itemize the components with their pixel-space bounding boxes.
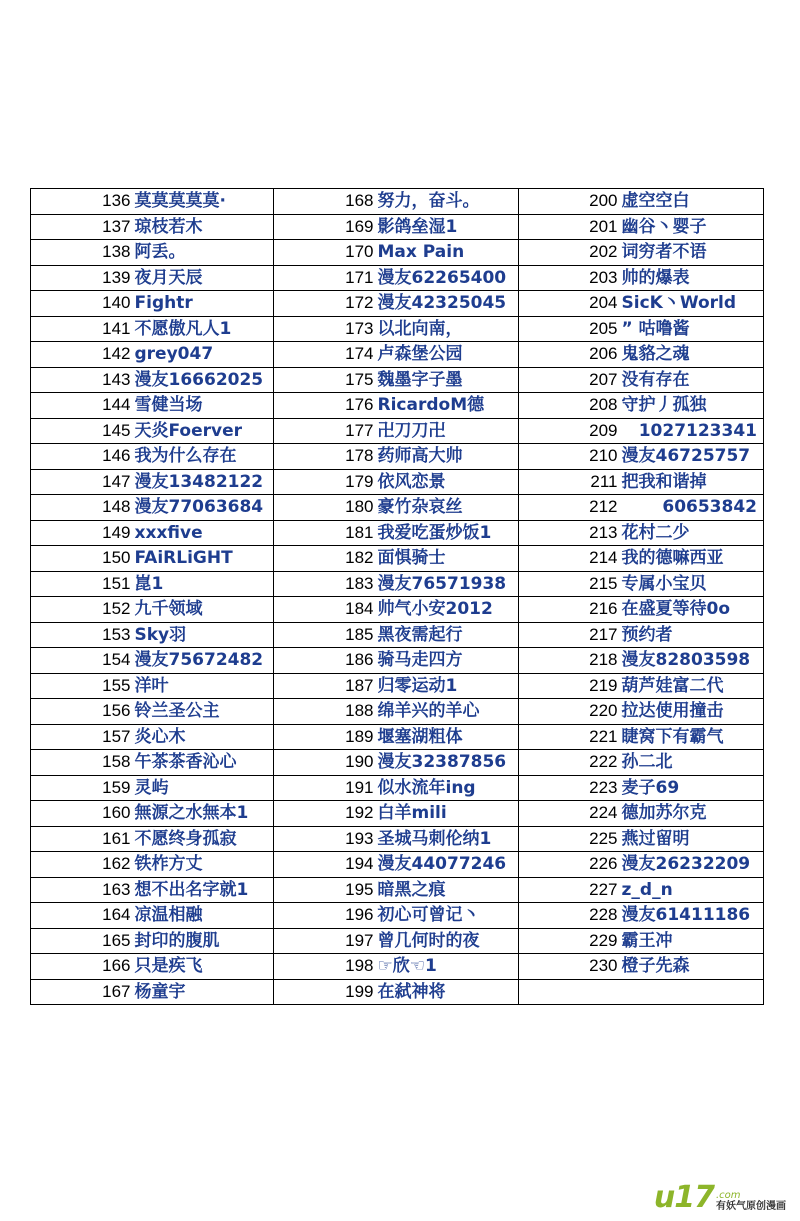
entry-number: 220 — [519, 699, 621, 725]
entry-name: 漫友13482122 — [134, 469, 274, 495]
table-row — [31, 265, 764, 291]
table-row — [31, 699, 764, 725]
entry-number: 137 — [31, 214, 134, 240]
entry-number: 172 — [274, 291, 377, 317]
logo-slogan: 有妖气原创漫画 — [716, 1201, 786, 1212]
entry-number: 212 — [519, 495, 621, 521]
entry-name: SicK丶World — [621, 291, 764, 317]
entry-number: 176 — [274, 393, 377, 419]
table-row — [31, 444, 764, 470]
entry-name: 漫友82803598 — [621, 648, 764, 674]
entry-name: 不愿傲凡人1 — [134, 316, 274, 342]
entry-name: 燕过留明 — [621, 826, 764, 852]
entry-number: 199 — [274, 979, 377, 1005]
entry-number: 159 — [31, 775, 134, 801]
entry-number: 225 — [519, 826, 621, 852]
entry-name: Sky羽 — [134, 622, 274, 648]
entry-name: 我的德嘛西亚 — [621, 546, 764, 572]
entry-name: 只是疾飞 — [134, 954, 274, 980]
entry-name: 天炎Foerver — [134, 418, 274, 444]
entry-name: 灵屿 — [134, 775, 274, 801]
entry-name: 圣城马刺伦纳1 — [377, 826, 519, 852]
entry-number: 215 — [519, 571, 621, 597]
entry-number: 221 — [519, 724, 621, 750]
entry-number: 193 — [274, 826, 377, 852]
entry-name: 归零运动1 — [377, 673, 519, 699]
entry-name: 炎心木 — [134, 724, 274, 750]
entry-number: 227 — [519, 877, 621, 903]
entry-name: 我为什么存在 — [134, 444, 274, 470]
entry-number: 163 — [31, 877, 134, 903]
logo-mark: u17 — [653, 1180, 714, 1215]
entry-number: 194 — [274, 852, 377, 878]
entry-number: 202 — [519, 240, 621, 266]
entry-number: 170 — [274, 240, 377, 266]
entry-number: 143 — [31, 367, 134, 393]
entry-name: 雪健当场 — [134, 393, 274, 419]
entry-name: 漫友62265400 — [377, 265, 519, 291]
entry-name: 白羊mili — [377, 801, 519, 827]
table-row — [31, 801, 764, 827]
entry-name: 不愿终身孤寂 — [134, 826, 274, 852]
supporter-list-table — [30, 188, 764, 1005]
entry-number: 158 — [31, 750, 134, 776]
entry-number: 208 — [519, 393, 621, 419]
entry-name: 孙二北 — [621, 750, 764, 776]
entry-number: 182 — [274, 546, 377, 572]
entry-name: 封印的腹肌 — [134, 928, 274, 954]
entry-name: 漫友44077246 — [377, 852, 519, 878]
table-row — [31, 546, 764, 572]
table-row — [31, 750, 764, 776]
entry-number: 177 — [274, 418, 377, 444]
entry-name: 莫莫莫莫莫· — [134, 189, 274, 215]
entry-number: 224 — [519, 801, 621, 827]
entry-number: 205 — [519, 316, 621, 342]
entry-name: FAiRLiGHT — [134, 546, 274, 572]
entry-name: 九千领域 — [134, 597, 274, 623]
table-row — [31, 979, 764, 1005]
entry-name: RicardoM德 — [377, 393, 519, 419]
entry-number: 166 — [31, 954, 134, 980]
entry-number: 185 — [274, 622, 377, 648]
entry-number: 217 — [519, 622, 621, 648]
entry-number: 198 — [274, 954, 377, 980]
table-row — [31, 367, 764, 393]
entry-name: 麦子69 — [621, 775, 764, 801]
table-row — [31, 291, 764, 317]
entry-name: 初心可曾记丶 — [377, 903, 519, 929]
entry-name: 洋叶 — [134, 673, 274, 699]
entry-number: 195 — [274, 877, 377, 903]
entry-number: 175 — [274, 367, 377, 393]
entry-number: 213 — [519, 520, 621, 546]
entry-name: 漫友76571938 — [377, 571, 519, 597]
entry-name: 曾几何时的夜 — [377, 928, 519, 954]
entry-number: 161 — [31, 826, 134, 852]
entry-name: 花村二少 — [621, 520, 764, 546]
entry-number: 152 — [31, 597, 134, 623]
entry-number: 192 — [274, 801, 377, 827]
entry-name: 夜月天辰 — [134, 265, 274, 291]
entry-name: 影鸽垒湿1 — [377, 214, 519, 240]
entry-name: 卢森堡公园 — [377, 342, 519, 368]
entry-name: 堰塞湖粗体 — [377, 724, 519, 750]
entry-number: 149 — [31, 520, 134, 546]
entry-name: 漫友46725757 — [621, 444, 764, 470]
entry-name: 阿丢。 — [134, 240, 274, 266]
entry-number: 165 — [31, 928, 134, 954]
entry-name: 似水流年ing — [377, 775, 519, 801]
entry-number: 164 — [31, 903, 134, 929]
entry-number: 218 — [519, 648, 621, 674]
entry-name: 预约者 — [621, 622, 764, 648]
entry-name: 魏墨字子墨 — [377, 367, 519, 393]
entry-name: 橙子先森 — [621, 954, 764, 980]
table-row — [31, 724, 764, 750]
entry-number: 209 — [519, 418, 621, 444]
entry-name: 虚空空白 — [621, 189, 764, 215]
entry-name: 崑1 — [134, 571, 274, 597]
entry-name: Max Pain — [377, 240, 519, 266]
entry-number: 178 — [274, 444, 377, 470]
entry-number: 181 — [274, 520, 377, 546]
entry-name: 以北向南， — [377, 316, 519, 342]
entry-number: 219 — [519, 673, 621, 699]
entry-name: z_d_n — [621, 877, 764, 903]
entry-number: 203 — [519, 265, 621, 291]
table-row — [31, 648, 764, 674]
table-row — [31, 826, 764, 852]
entry-number: 201 — [519, 214, 621, 240]
entry-number: 190 — [274, 750, 377, 776]
entry-name: 词穷者不语 — [621, 240, 764, 266]
u17-logo — [653, 1180, 786, 1215]
entry-number: 141 — [31, 316, 134, 342]
entry-name: xxxfive — [134, 520, 274, 546]
entry-name: 午茶茶香沁心 — [134, 750, 274, 776]
entry-name: 卍刀刀卍 — [377, 418, 519, 444]
entry-number: 147 — [31, 469, 134, 495]
entry-number: 206 — [519, 342, 621, 368]
entry-name: 黑夜需起行 — [377, 622, 519, 648]
entry-name: 铁柞方丈 — [134, 852, 274, 878]
entry-name: 把我和谐掉 — [621, 469, 764, 495]
entry-number: 148 — [31, 495, 134, 521]
entry-name: 睫窝下有霸气 — [621, 724, 764, 750]
entry-number: 188 — [274, 699, 377, 725]
table-row — [31, 597, 764, 623]
entry-number: 171 — [274, 265, 377, 291]
logo-domain: .com — [716, 1190, 741, 1201]
entry-name: 帅气小安2012 — [377, 597, 519, 623]
entry-name: Fightr — [134, 291, 274, 317]
entry-number: 200 — [519, 189, 621, 215]
entry-name: 漫友75672482 — [134, 648, 274, 674]
entry-number: 229 — [519, 928, 621, 954]
entry-number: 189 — [274, 724, 377, 750]
entry-name: 想不出名字就1 — [134, 877, 274, 903]
entry-name: 葫芦娃富二代 — [621, 673, 764, 699]
entry-number: 145 — [31, 418, 134, 444]
entry-name: 漫友61411186 — [621, 903, 764, 929]
entry-number: 223 — [519, 775, 621, 801]
entry-name: 面惧骑士 — [377, 546, 519, 572]
entry-name: grey047 — [134, 342, 274, 368]
entry-name: 1027123341 — [621, 418, 764, 444]
entry-number: 160 — [31, 801, 134, 827]
table-row — [31, 571, 764, 597]
entry-name — [621, 979, 764, 1005]
entry-name: 60653842 — [621, 495, 764, 521]
entry-number: 186 — [274, 648, 377, 674]
entry-number: 157 — [31, 724, 134, 750]
entry-name: 我爱吃蛋炒饭1 — [377, 520, 519, 546]
entry-number: 140 — [31, 291, 134, 317]
entry-name: 在盛夏等待0o — [621, 597, 764, 623]
entry-number: 153 — [31, 622, 134, 648]
entry-number: 187 — [274, 673, 377, 699]
entry-name: 绵羊兴的羊心 — [377, 699, 519, 725]
entry-name: 琼枝若木 — [134, 214, 274, 240]
entry-name: 豪竹杂哀丝 — [377, 495, 519, 521]
entry-name: 守护丿孤独 — [621, 393, 764, 419]
entry-name: 专属小宝贝 — [621, 571, 764, 597]
table-row — [31, 903, 764, 929]
entry-name: 铃兰圣公主 — [134, 699, 274, 725]
table-row — [31, 520, 764, 546]
entry-name: 帅的爆表 — [621, 265, 764, 291]
entry-number: 204 — [519, 291, 621, 317]
table-row — [31, 469, 764, 495]
entry-name: 在弑神将 — [377, 979, 519, 1005]
entry-name: 努力，奋斗。 — [377, 189, 519, 215]
entry-name: ☞欣☜1 — [377, 954, 519, 980]
entry-number: 226 — [519, 852, 621, 878]
entry-number: 146 — [31, 444, 134, 470]
entry-number: 184 — [274, 597, 377, 623]
entry-name: 凉温相融 — [134, 903, 274, 929]
table-row — [31, 954, 764, 980]
entry-number — [519, 979, 621, 1005]
entry-name: 拉达使用撞击 — [621, 699, 764, 725]
entry-number: 150 — [31, 546, 134, 572]
table-row — [31, 852, 764, 878]
entry-name: 漫友32387856 — [377, 750, 519, 776]
entry-number: 156 — [31, 699, 134, 725]
entry-name: 漫友16662025 — [134, 367, 274, 393]
entry-name: ” 咕噜酱 — [621, 316, 764, 342]
entry-number: 162 — [31, 852, 134, 878]
entry-number: 191 — [274, 775, 377, 801]
table-row — [31, 775, 764, 801]
entry-name: 药师高大帅 — [377, 444, 519, 470]
entry-name: 杨童宇 — [134, 979, 274, 1005]
table-row — [31, 928, 764, 954]
entry-number: 196 — [274, 903, 377, 929]
entry-number: 154 — [31, 648, 134, 674]
table-row — [31, 495, 764, 521]
table-row — [31, 316, 764, 342]
table-row — [31, 342, 764, 368]
table-row — [31, 673, 764, 699]
entry-name: 鬼貉之魂 — [621, 342, 764, 368]
entry-number: 144 — [31, 393, 134, 419]
entry-number: 173 — [274, 316, 377, 342]
entry-number: 155 — [31, 673, 134, 699]
entry-number: 136 — [31, 189, 134, 215]
entry-number: 142 — [31, 342, 134, 368]
entry-name: 漫友42325045 — [377, 291, 519, 317]
entry-name: 霸王冲 — [621, 928, 764, 954]
table-row — [31, 189, 764, 215]
entry-number: 183 — [274, 571, 377, 597]
entry-name: 骑马走四方 — [377, 648, 519, 674]
entry-name: 漫友77063684 — [134, 495, 274, 521]
entry-name: 没有存在 — [621, 367, 764, 393]
entry-number: 180 — [274, 495, 377, 521]
entry-number: 179 — [274, 469, 377, 495]
table-row — [31, 622, 764, 648]
entry-name: 無源之水無本1 — [134, 801, 274, 827]
entry-name: 幽谷丶婴子 — [621, 214, 764, 240]
entry-number: 169 — [274, 214, 377, 240]
table-row — [31, 418, 764, 444]
entry-name: 暗黑之痕 — [377, 877, 519, 903]
table-row — [31, 877, 764, 903]
entry-number: 207 — [519, 367, 621, 393]
entry-number: 174 — [274, 342, 377, 368]
entry-name: 德加苏尔克 — [621, 801, 764, 827]
entry-name: 漫友26232209 — [621, 852, 764, 878]
entry-number: 151 — [31, 571, 134, 597]
entry-number: 222 — [519, 750, 621, 776]
entry-number: 139 — [31, 265, 134, 291]
entry-number: 230 — [519, 954, 621, 980]
table-row — [31, 240, 764, 266]
entry-name: 依风恋景 — [377, 469, 519, 495]
entry-number: 216 — [519, 597, 621, 623]
entry-number: 211 — [519, 469, 621, 495]
entry-number: 167 — [31, 979, 134, 1005]
table-row — [31, 214, 764, 240]
table-row — [31, 393, 764, 419]
entry-number: 210 — [519, 444, 621, 470]
entry-number: 197 — [274, 928, 377, 954]
entry-number: 214 — [519, 546, 621, 572]
entry-number: 138 — [31, 240, 134, 266]
entry-number: 168 — [274, 189, 377, 215]
entry-number: 228 — [519, 903, 621, 929]
